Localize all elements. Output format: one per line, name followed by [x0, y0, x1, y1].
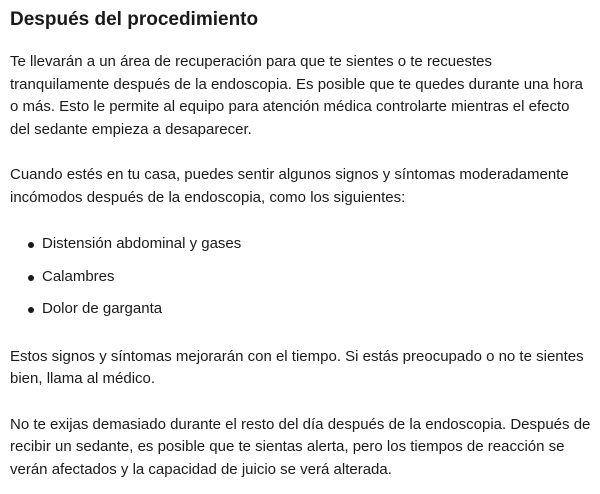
recovery-paragraph: Te llevarán a un área de recuperación para que te sientes o te recuestes tranquilamente después de la endoscopia. Es posible que te quedes durante una hora o más. Esto le permite al equipo para atención médica controlarte mientras el efecto del sedante empieza a desaparecer.	[10, 53, 583, 138]
list-item-text: Calambres	[42, 267, 115, 285]
list-item	[10, 298, 592, 321]
section-heading: Después del procedimiento	[10, 9, 259, 30]
article-section	[10, 0, 592, 481]
bullet-icon	[28, 307, 34, 313]
bullet-icon	[28, 242, 34, 248]
bullet-icon	[28, 275, 34, 281]
symptoms-intro-paragraph: Cuando estés en tu casa, puedes sentir algunos signos y síntomas moderadamente incómodos después de la endoscopia, como los siguientes:	[10, 166, 569, 206]
rest-advice-paragraph: No te exijas demasiado durante el resto del día después de la endoscopia. Después de recibir un sedante, es posible que te sientas alerta, pero los tiempos de reacción se verán afectados y la capacidad de juicio se verá alterada.	[10, 415, 591, 478]
symptoms-list	[10, 233, 592, 321]
list-item-text: Dolor de garganta	[42, 300, 163, 317]
list-item	[10, 233, 592, 256]
improvement-paragraph: Estos signos y síntomas mejorarán con el tiempo. Si estás preocupado o no te sientes bien, llama al médico.	[10, 347, 584, 387]
list-item	[10, 266, 592, 289]
list-item-text: Distensión abdominal y gases	[42, 235, 242, 252]
